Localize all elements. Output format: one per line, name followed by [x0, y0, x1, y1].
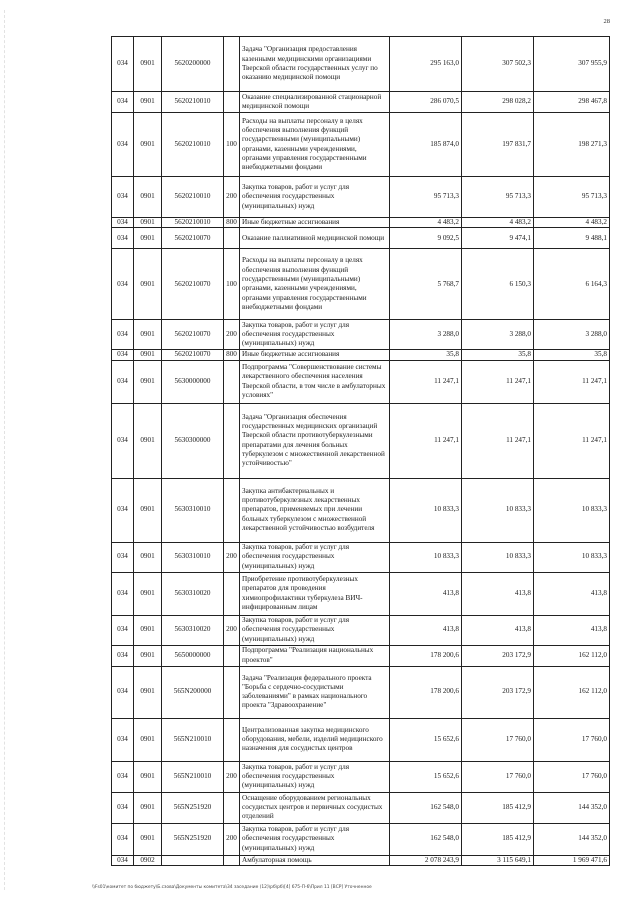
expense-type-cell: 200: [224, 542, 240, 572]
item-name-cell: Закупка товаров, работ и услуг для обеспечения государственных (муниципальных) нужд: [240, 320, 390, 350]
item-name-cell: Закупка товаров, работ и услуг для обеспечения государственных (муниципальных) нужд: [240, 615, 390, 645]
section-code-cell: 0901: [134, 37, 162, 92]
section-code-cell: 0901: [134, 92, 162, 113]
amount-year1-cell: 2 078 243,9: [390, 855, 462, 865]
item-name-cell: Приобретение противотуберкулезных препаратов для проведения химиопрофилактики туберкулеза ВИЧ-инфицированным лицам: [240, 572, 390, 615]
amount-year2-cell: 10 833,3: [462, 478, 534, 542]
amount-year2-cell: 197 831,7: [462, 113, 534, 177]
amount-year1-cell: 10 833,3: [390, 542, 462, 572]
amount-year2-cell: 35,8: [462, 350, 534, 360]
target-article-cell: 5620210070: [162, 320, 224, 350]
ved-code-cell: 034: [112, 718, 134, 761]
section-code-cell: 0901: [134, 249, 162, 320]
amount-year1-cell: 178 200,6: [390, 645, 462, 666]
section-code-cell: 0901: [134, 403, 162, 478]
amount-year2-cell: 4 483,2: [462, 218, 534, 228]
table-row: [112, 218, 610, 228]
amount-year3-cell: 17 760,0: [534, 761, 610, 792]
target-article-cell: 5620210010: [162, 113, 224, 177]
amount-year2-cell: 413,8: [462, 572, 534, 615]
expense-type-cell: 200: [224, 761, 240, 792]
section-code-cell: 0901: [134, 320, 162, 350]
table-row: [112, 478, 610, 542]
ved-code-cell: 034: [112, 572, 134, 615]
ved-code-cell: 034: [112, 350, 134, 360]
amount-year2-cell: 11 247,1: [462, 403, 534, 478]
budget-table: [111, 36, 610, 866]
item-name-cell: Расходы на выплаты персоналу в целях обеспечения выполнения функций государственными (муниципальными) органами, казенными учреждениями, органами управления государственными внебюджетными фондами: [240, 249, 390, 320]
item-name-cell: Закупка товаров, работ и услуг для обеспечения государственных (муниципальных) нужд: [240, 542, 390, 572]
section-code-cell: 0901: [134, 761, 162, 792]
expense-type-cell: [224, 855, 240, 865]
item-name-cell: Задача "Реализация федерального проекта "Борьба с сердечно-сосудистыми заболеваниями" в рамках национального проекта "Здравоохранение": [240, 666, 390, 718]
target-article-cell: 5630310020: [162, 572, 224, 615]
amount-year3-cell: 298 467,8: [534, 92, 610, 113]
amount-year3-cell: 144 352,0: [534, 792, 610, 823]
amount-year3-cell: 1 969 471,6: [534, 855, 610, 865]
expense-type-cell: 200: [224, 177, 240, 218]
ved-code-cell: 034: [112, 92, 134, 113]
item-name-cell: Закупка товаров, работ и услуг для обеспечения государственных (муниципальных) нужд: [240, 761, 390, 792]
target-article-cell: 5630310010: [162, 478, 224, 542]
target-article-cell: 565N210010: [162, 761, 224, 792]
amount-year3-cell: 413,8: [534, 572, 610, 615]
ved-code-cell: 034: [112, 228, 134, 249]
table-row: [112, 403, 610, 478]
table-row: [112, 249, 610, 320]
ved-code-cell: 034: [112, 320, 134, 350]
section-code-cell: 0901: [134, 113, 162, 177]
target-article-cell: 5630310020: [162, 615, 224, 645]
ved-code-cell: 034: [112, 37, 134, 92]
target-article-cell: 5620210070: [162, 228, 224, 249]
item-name-cell: Иные бюджетные ассигнования: [240, 350, 390, 360]
table-row: [112, 360, 610, 403]
amount-year1-cell: 95 713,3: [390, 177, 462, 218]
amount-year2-cell: 298 028,2: [462, 92, 534, 113]
target-article-cell: 5650000000: [162, 645, 224, 666]
amount-year1-cell: 15 652,6: [390, 718, 462, 761]
section-code-cell: 0901: [134, 572, 162, 615]
ved-code-cell: 034: [112, 113, 134, 177]
section-code-cell: 0901: [134, 350, 162, 360]
table-row: [112, 177, 610, 218]
amount-year1-cell: 10 833,3: [390, 478, 462, 542]
amount-year3-cell: 307 955,9: [534, 37, 610, 92]
table-row: [112, 542, 610, 572]
item-name-cell: Централизованная закупка медицинского оборудования, мебели, изделий медицинского назначения для сосудистых центров: [240, 718, 390, 761]
amount-year2-cell: 307 502,3: [462, 37, 534, 92]
expense-type-cell: [224, 792, 240, 823]
amount-year2-cell: 185 412,9: [462, 823, 534, 855]
expense-type-cell: [224, 403, 240, 478]
amount-year3-cell: 10 833,3: [534, 542, 610, 572]
amount-year1-cell: 15 652,6: [390, 761, 462, 792]
amount-year1-cell: 11 247,1: [390, 403, 462, 478]
expense-type-cell: 200: [224, 320, 240, 350]
amount-year3-cell: 162 112,0: [534, 666, 610, 718]
target-article-cell: 5620200000: [162, 37, 224, 92]
target-article-cell: 5620210010: [162, 177, 224, 218]
target-article-cell: 5620210010: [162, 218, 224, 228]
amount-year3-cell: 4 483,2: [534, 218, 610, 228]
expense-type-cell: [224, 478, 240, 542]
page-number: 28: [603, 18, 610, 25]
item-name-cell: Задача "Организация предоставления казенными медицинскими организациями Тверской области государственных услуг по оказанию медицинской помощи: [240, 37, 390, 92]
target-article-cell: 5620210010: [162, 92, 224, 113]
amount-year3-cell: 198 271,3: [534, 113, 610, 177]
table-row: [112, 92, 610, 113]
expense-type-cell: [224, 718, 240, 761]
amount-year3-cell: 6 164,3: [534, 249, 610, 320]
amount-year1-cell: 295 163,0: [390, 37, 462, 92]
amount-year1-cell: 413,8: [390, 615, 462, 645]
table-row: [112, 855, 610, 865]
expense-type-cell: 200: [224, 823, 240, 855]
section-code-cell: 0901: [134, 666, 162, 718]
ved-code-cell: 034: [112, 360, 134, 403]
expense-type-cell: 100: [224, 113, 240, 177]
section-code-cell: 0901: [134, 360, 162, 403]
ved-code-cell: 034: [112, 615, 134, 645]
amount-year3-cell: 95 713,3: [534, 177, 610, 218]
amount-year3-cell: 144 352,0: [534, 823, 610, 855]
amount-year1-cell: 162 548,0: [390, 823, 462, 855]
amount-year3-cell: 413,8: [534, 615, 610, 645]
section-code-cell: 0901: [134, 177, 162, 218]
table-row: [112, 615, 610, 645]
amount-year2-cell: 3 288,0: [462, 320, 534, 350]
item-name-cell: Закупка товаров, работ и услуг для обеспечения государственных (муниципальных) нужд: [240, 177, 390, 218]
section-code-cell: 0901: [134, 645, 162, 666]
expense-type-cell: 200: [224, 615, 240, 645]
amount-year2-cell: 9 474,1: [462, 228, 534, 249]
ved-code-cell: 034: [112, 645, 134, 666]
amount-year1-cell: 9 092,5: [390, 228, 462, 249]
item-name-cell: Оказание паллиативной медицинской помощи: [240, 228, 390, 249]
amount-year1-cell: 5 768,7: [390, 249, 462, 320]
item-name-cell: Закупка товаров, работ и услуг для обеспечения государственных (муниципальных) нужд: [240, 823, 390, 855]
expense-type-cell: [224, 228, 240, 249]
section-code-cell: 0901: [134, 792, 162, 823]
amount-year2-cell: 95 713,3: [462, 177, 534, 218]
amount-year3-cell: 17 760,0: [534, 718, 610, 761]
ved-code-cell: 034: [112, 478, 134, 542]
amount-year3-cell: 11 247,1: [534, 403, 610, 478]
expense-type-cell: 100: [224, 249, 240, 320]
ved-code-cell: 034: [112, 542, 134, 572]
section-code-cell: 0901: [134, 718, 162, 761]
item-name-cell: Подпрограмма "Совершенствование системы лекарственного обеспечения населения Тверской области, в том числе в амбулаторных условиях": [240, 360, 390, 403]
amount-year3-cell: 3 288,0: [534, 320, 610, 350]
amount-year2-cell: 10 833,3: [462, 542, 534, 572]
item-name-cell: Оснащение оборудованием региональных сосудистых центров и первичных сосудистых отделений: [240, 792, 390, 823]
expense-type-cell: [224, 572, 240, 615]
expense-type-cell: [224, 666, 240, 718]
amount-year3-cell: 9 488,1: [534, 228, 610, 249]
amount-year1-cell: 35,8: [390, 350, 462, 360]
file-path-footer: \\Fs01\комитет по бюджету\Б.сзова\Документы комитета\34 заседание (12)\рб\рб\[4] 675-П-6\Прил 11 [ВСР] Уточненное: [92, 885, 372, 890]
item-name-cell: Закупка антибактериальных и противотуберкулезных лекарственных препаратов, применяемых при лечении больных туберкулезом с множественной лекарственной устойчивостью возбудителя: [240, 478, 390, 542]
ved-code-cell: 034: [112, 218, 134, 228]
amount-year2-cell: 203 172,9: [462, 666, 534, 718]
amount-year2-cell: 185 412,9: [462, 792, 534, 823]
target-article-cell: 5630310010: [162, 542, 224, 572]
ved-code-cell: 034: [112, 249, 134, 320]
section-code-cell: 0901: [134, 228, 162, 249]
amount-year2-cell: 3 115 649,1: [462, 855, 534, 865]
item-name-cell: Оказание специализированной стационарной медицинской помощи: [240, 92, 390, 113]
amount-year1-cell: 286 070,5: [390, 92, 462, 113]
ved-code-cell: 034: [112, 855, 134, 865]
table-row: [112, 645, 610, 666]
amount-year3-cell: 162 112,0: [534, 645, 610, 666]
target-article-cell: 565N251920: [162, 792, 224, 823]
table-row: [112, 761, 610, 792]
amount-year2-cell: 17 760,0: [462, 761, 534, 792]
table-row: [112, 228, 610, 249]
ved-code-cell: 034: [112, 666, 134, 718]
amount-year2-cell: 203 172,9: [462, 645, 534, 666]
amount-year1-cell: 3 288,0: [390, 320, 462, 350]
section-code-cell: 0901: [134, 218, 162, 228]
table-row: [112, 792, 610, 823]
amount-year2-cell: 11 247,1: [462, 360, 534, 403]
expense-type-cell: 800: [224, 350, 240, 360]
ved-code-cell: 034: [112, 177, 134, 218]
target-article-cell: 5620210070: [162, 249, 224, 320]
amount-year1-cell: 178 200,6: [390, 666, 462, 718]
table-row: [112, 320, 610, 350]
expense-type-cell: [224, 37, 240, 92]
ved-code-cell: 034: [112, 823, 134, 855]
item-name-cell: Задача "Организация обеспечения государственных медицинских организаций Тверской области противотуберкулезными препаратами для лечения больных туберкулезом с множественной лекарственной устойчивостью": [240, 403, 390, 478]
item-name-cell: Иные бюджетные ассигнования: [240, 218, 390, 228]
table-row: [112, 718, 610, 761]
amount-year1-cell: 413,8: [390, 572, 462, 615]
item-name-cell: Расходы на выплаты персоналу в целях обеспечения выполнения функций государственными (муниципальными) органами, казенными учреждениями, органами управления государственными внебюджетными фондами: [240, 113, 390, 177]
table-row: [112, 572, 610, 615]
ved-code-cell: 034: [112, 403, 134, 478]
expense-type-cell: [224, 645, 240, 666]
expense-type-cell: [224, 360, 240, 403]
amount-year1-cell: 162 548,0: [390, 792, 462, 823]
section-code-cell: 0901: [134, 615, 162, 645]
section-code-cell: 0901: [134, 478, 162, 542]
item-name-cell: Подпрограмма "Реализация национальных проектов": [240, 645, 390, 666]
amount-year1-cell: 4 483,2: [390, 218, 462, 228]
expense-type-cell: [224, 92, 240, 113]
target-article-cell: [162, 855, 224, 865]
target-article-cell: 565N251920: [162, 823, 224, 855]
budget-table-body: [112, 37, 610, 866]
amount-year1-cell: 185 874,0: [390, 113, 462, 177]
target-article-cell: 5620210070: [162, 350, 224, 360]
ved-code-cell: 034: [112, 761, 134, 792]
table-row: [112, 350, 610, 360]
target-article-cell: 565N210010: [162, 718, 224, 761]
expense-type-cell: 800: [224, 218, 240, 228]
table-row: [112, 823, 610, 855]
amount-year3-cell: 10 833,3: [534, 478, 610, 542]
amount-year3-cell: 11 247,1: [534, 360, 610, 403]
target-article-cell: 565N200000: [162, 666, 224, 718]
table-row: [112, 113, 610, 177]
target-article-cell: 5630300000: [162, 403, 224, 478]
table-row: [112, 666, 610, 718]
ved-code-cell: 034: [112, 792, 134, 823]
scan-edge: [4, 10, 6, 890]
amount-year1-cell: 11 247,1: [390, 360, 462, 403]
target-article-cell: 5630000000: [162, 360, 224, 403]
table-row: [112, 37, 610, 92]
section-code-cell: 0902: [134, 855, 162, 865]
amount-year3-cell: 35,8: [534, 350, 610, 360]
amount-year2-cell: 413,8: [462, 615, 534, 645]
item-name-cell: Амбулаторная помощь: [240, 855, 390, 865]
section-code-cell: 0901: [134, 823, 162, 855]
amount-year2-cell: 17 760,0: [462, 718, 534, 761]
section-code-cell: 0901: [134, 542, 162, 572]
amount-year2-cell: 6 150,3: [462, 249, 534, 320]
